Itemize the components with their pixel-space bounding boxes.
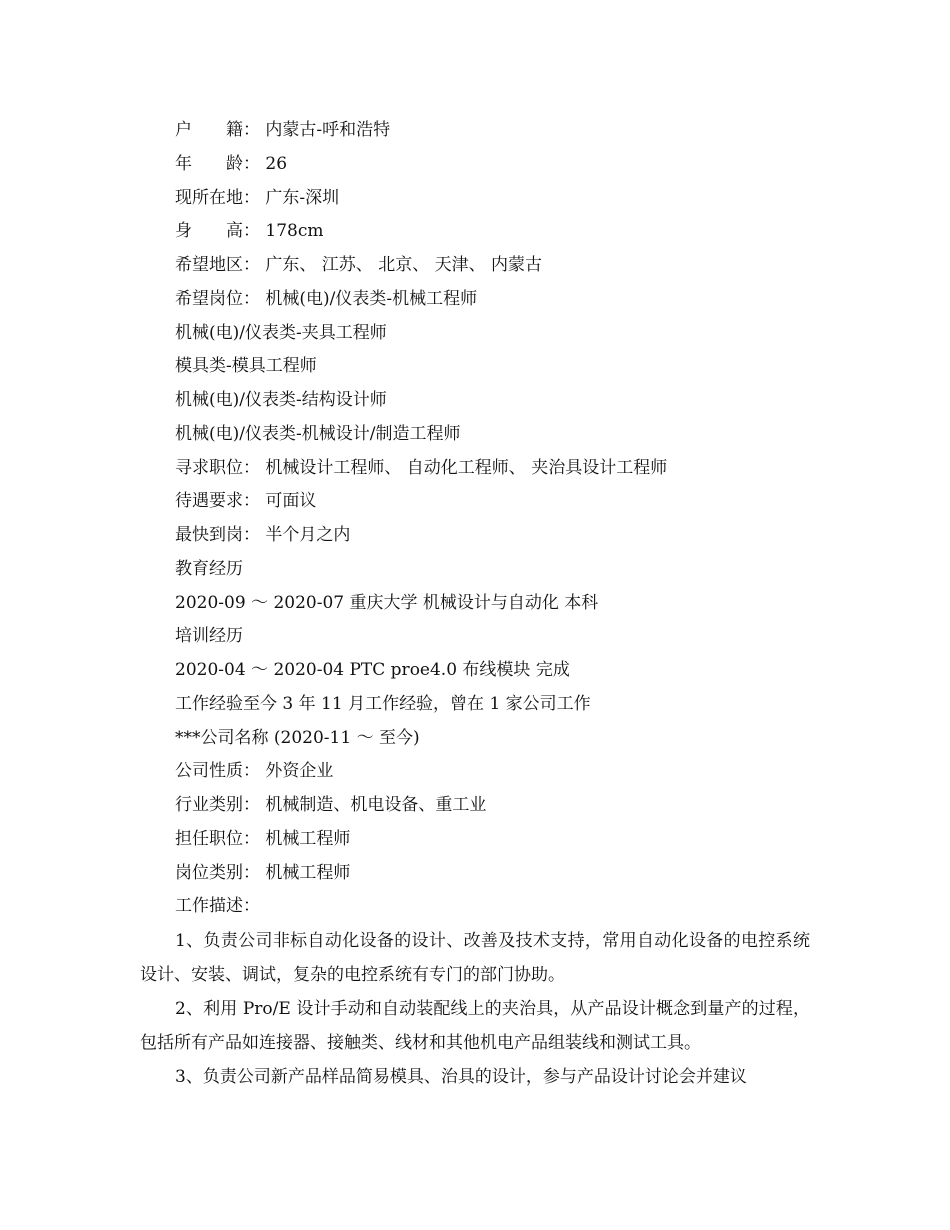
earliest-start-line: 最快到岗： 半个月之内 bbox=[175, 525, 351, 545]
desired-position-line: 希望岗位： 机械(电)/仪表类-机械工程师 bbox=[175, 288, 478, 309]
job-description-item-1: 1、负责公司非标自动化设备的设计、改善及技术支持，常用自动化设备的电控系统设计、安装、调试，复杂的电控系统有专门的部门协助。 bbox=[140, 931, 810, 985]
education-heading: 教育经历 bbox=[175, 558, 243, 579]
company-name-line: ***公司名称 (2020-11 ～ 至今) bbox=[175, 727, 420, 748]
training-entry: 2020-04 ～ 2020-04 PTC proe4.0 布线模块 完成 bbox=[175, 660, 570, 680]
job-description-item-3: 3、负责公司新产品样品简易模具、治具的设计，参与产品设计讨论会并建议 bbox=[175, 1067, 747, 1087]
training-heading: 培训经历 bbox=[175, 626, 243, 647]
industry-line: 行业类别： 机械制造、机电设备、重工业 bbox=[175, 795, 487, 815]
company-type-line: 公司性质： 外资企业 bbox=[175, 761, 334, 782]
job-sought-line: 寻求职位： 机械设计工程师、 自动化工程师、 夹治具设计工程师 bbox=[175, 457, 668, 478]
job-description-heading: 工作描述： bbox=[175, 896, 260, 917]
age-line: 年 龄： 26 bbox=[175, 153, 288, 174]
current-location-line: 现所在地： 广东-深圳 bbox=[175, 187, 340, 208]
salary-expectation-line: 待遇要求： 可面议 bbox=[175, 491, 317, 512]
height-line: 身 高： 178cm bbox=[175, 221, 324, 242]
desired-position-line-3: 模具类-模具工程师 bbox=[175, 356, 317, 377]
desired-region-line: 希望地区： 广东、 江苏、 北京、 天津、 内蒙古 bbox=[175, 255, 543, 275]
desired-position-line-5: 机械(电)/仪表类-机械设计/制造工程师 bbox=[175, 423, 461, 444]
job-description-item-2: 2、利用 Pro/E 设计手动和自动装配线上的夹治具，从产品设计概念到量产的过程，包括所有产品如连接器、接触类、线材和其他机电产品组装线和测试工具。 bbox=[140, 999, 810, 1053]
education-entry: 2020-09 ～ 2020-07 重庆大学 机械设计与自动化 本科 bbox=[175, 592, 599, 613]
desired-position-line-4: 机械(电)/仪表类-结构设计师 bbox=[175, 390, 387, 410]
resume-body bbox=[140, 114, 820, 1094]
position-category-line: 岗位类别： 机械工程师 bbox=[175, 862, 351, 883]
household-registration-line: 户 籍： 内蒙古-呼和浩特 bbox=[175, 120, 391, 140]
position-held-line: 担任职位： 机械工程师 bbox=[175, 828, 351, 849]
desired-position-line-2: 机械(电)/仪表类-夹具工程师 bbox=[175, 322, 387, 343]
work-experience-summary: 工作经验至今 3 年 11 月工作经验，曾在 1 家公司工作 bbox=[175, 693, 591, 714]
